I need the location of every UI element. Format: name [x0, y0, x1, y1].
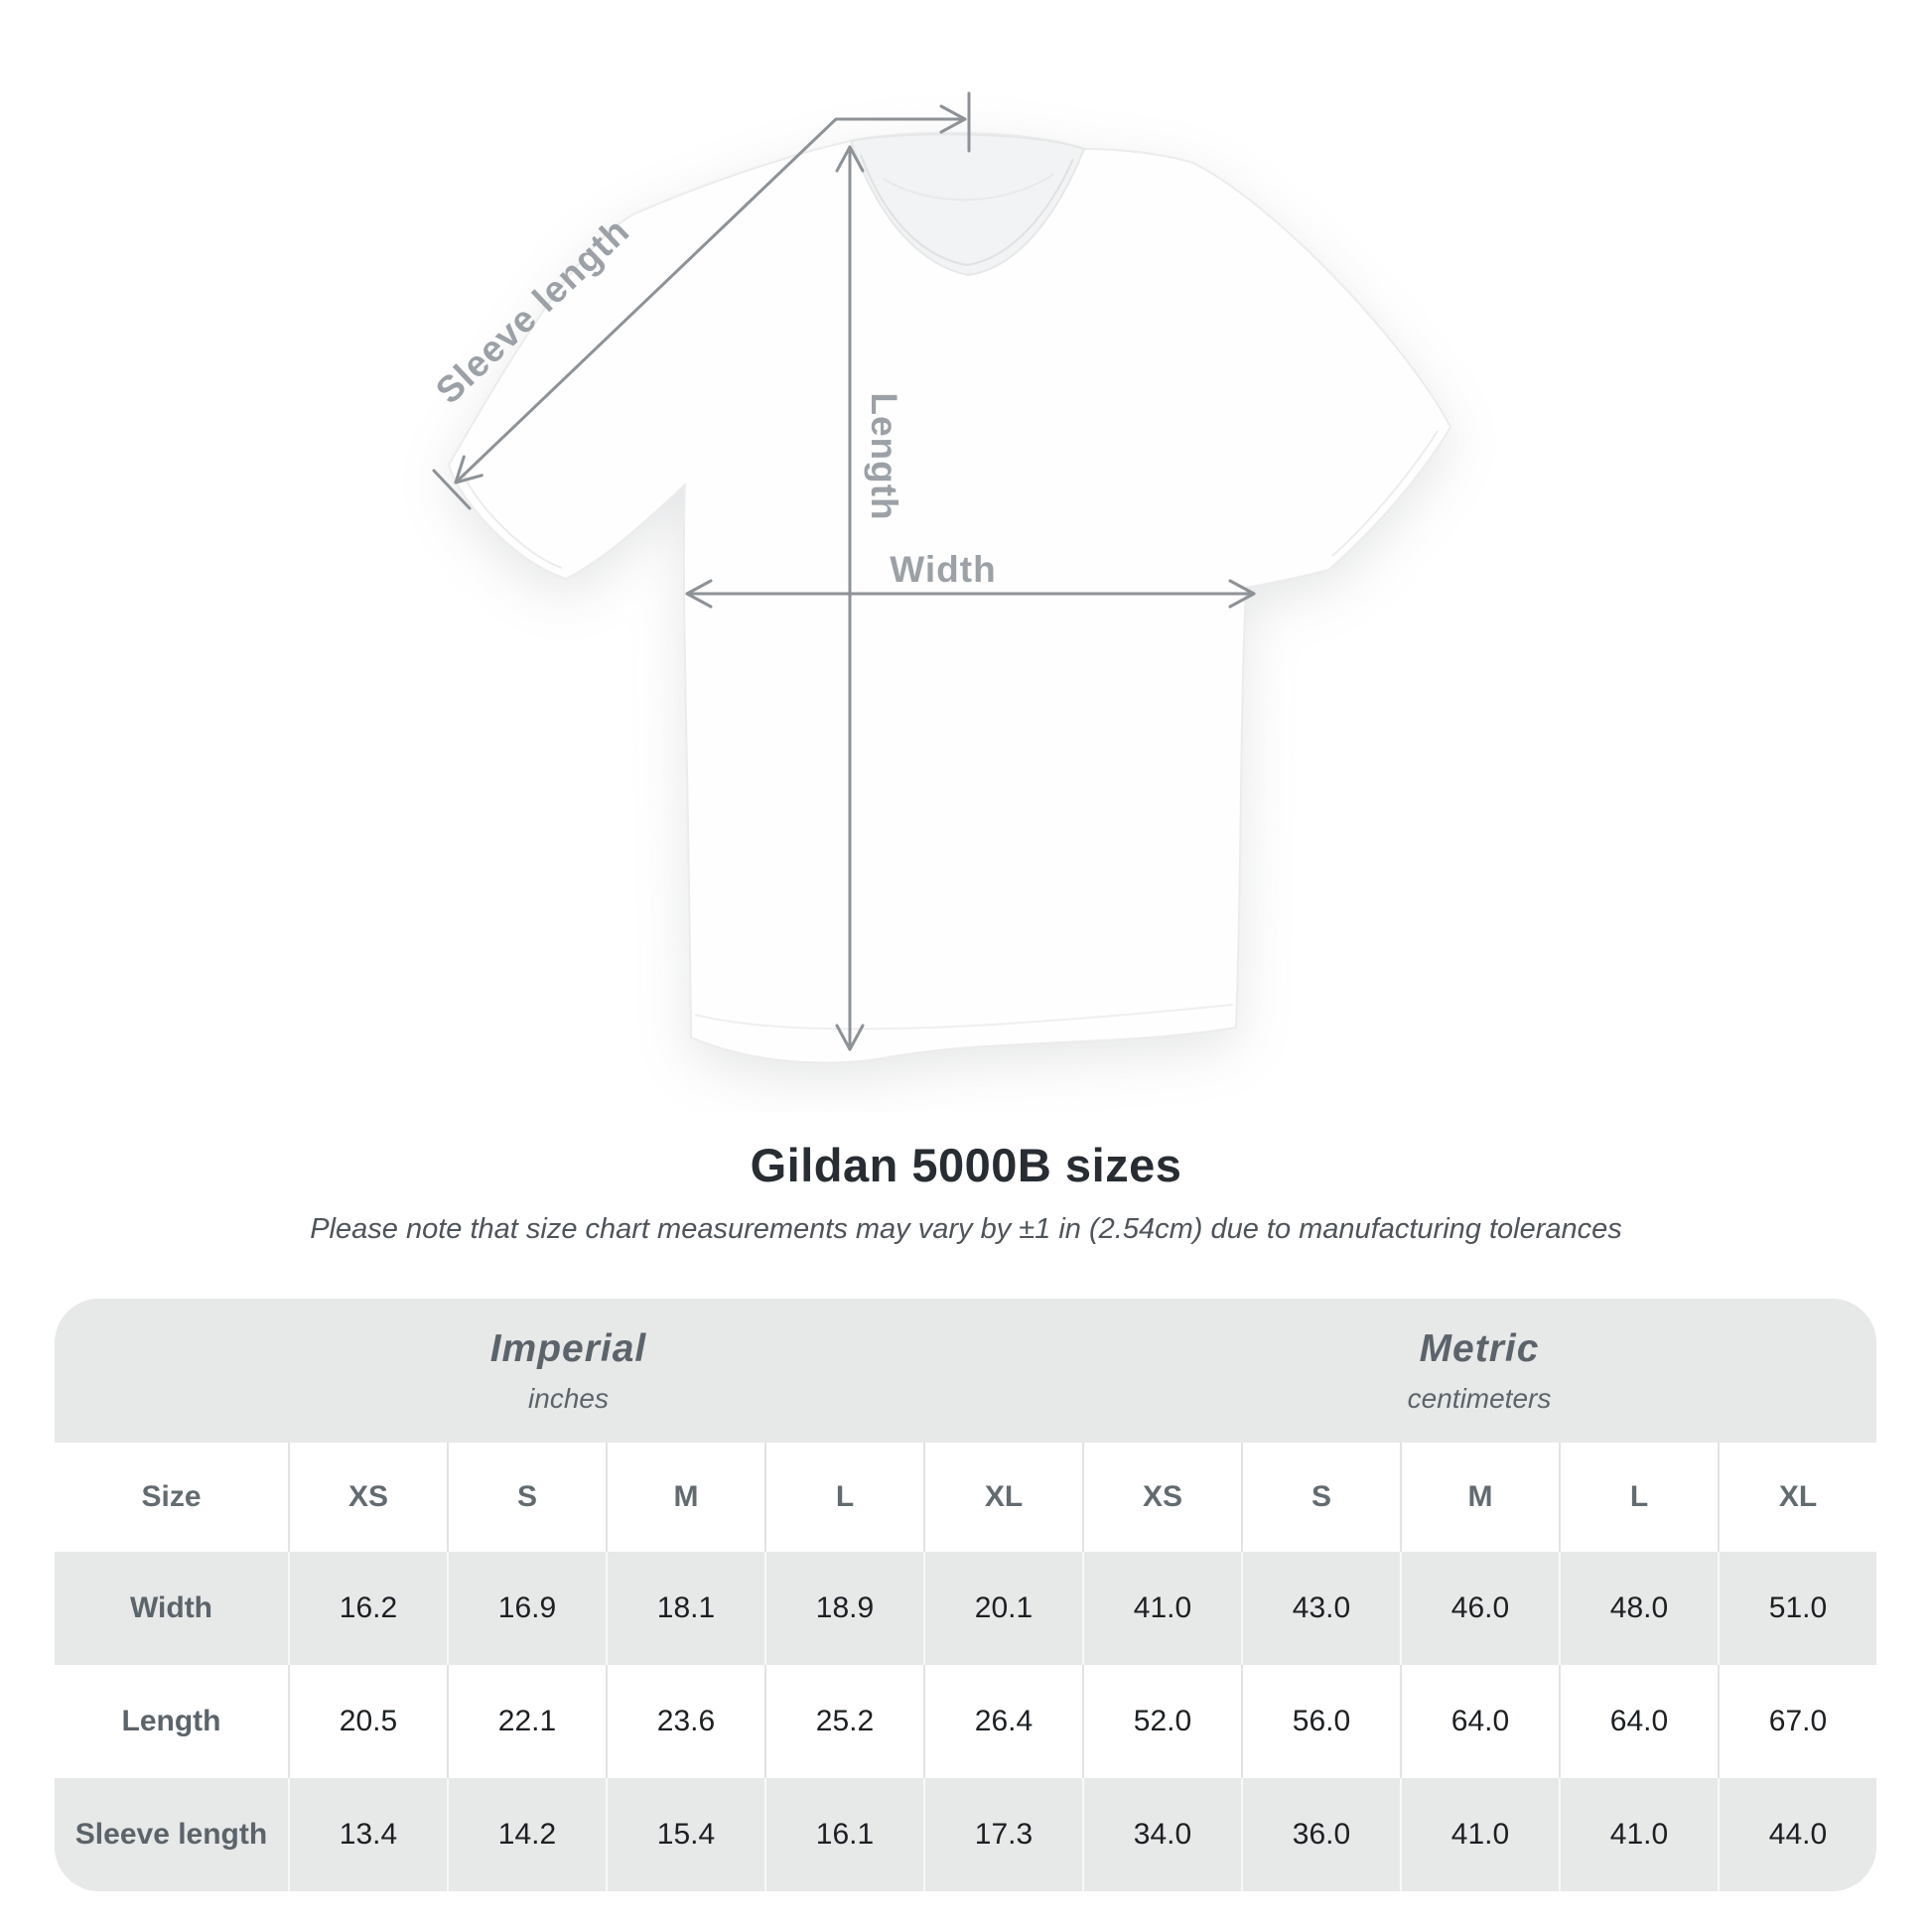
value-cell: 51.0: [1718, 1552, 1876, 1665]
value-cell: 26.4: [923, 1665, 1082, 1778]
length-label: Length: [864, 392, 904, 521]
imperial-unit-label: inches: [528, 1382, 609, 1414]
row-label-length: Length: [121, 1705, 221, 1737]
value-cell: 64.0: [1559, 1665, 1718, 1778]
value-cell: 16.9: [447, 1552, 606, 1665]
size-header-cell: S: [447, 1443, 606, 1552]
size-column-header: Size: [141, 1480, 202, 1513]
value-cell: 44.0: [1718, 1778, 1876, 1891]
value-cell: 41.0: [1400, 1778, 1559, 1891]
value-cell: 20.1: [923, 1552, 1082, 1665]
page-title: Gildan 5000B sizes: [750, 1139, 1182, 1191]
imperial-group-header: [55, 1299, 1082, 1443]
value-cell: 48.0: [1559, 1552, 1718, 1665]
value-cell: 46.0: [1400, 1552, 1559, 1665]
value-cell: 20.5: [288, 1665, 447, 1778]
size-header-cell: L: [764, 1443, 923, 1552]
metric-unit-label: centimeters: [1407, 1382, 1552, 1414]
metric-label: Metric: [1419, 1326, 1540, 1370]
size-header-cell: L: [1559, 1443, 1718, 1552]
size-header-row: [55, 1443, 1876, 1552]
value-cell: 43.0: [1241, 1552, 1400, 1665]
value-cell: 36.0: [1241, 1778, 1400, 1891]
value-cell: 67.0: [1718, 1665, 1876, 1778]
value-cell: 13.4: [288, 1778, 447, 1891]
imperial-label: Imperial: [489, 1326, 647, 1370]
value-cell: 34.0: [1082, 1778, 1241, 1891]
table-row-sleeve-length: [55, 1778, 1876, 1891]
value-cell: 41.0: [1082, 1552, 1241, 1665]
value-cell: 56.0: [1241, 1665, 1400, 1778]
table-row-width: [55, 1552, 1876, 1665]
row-label-sleeve-length: Sleeve length: [74, 1818, 268, 1851]
size-header-cell: M: [1400, 1443, 1559, 1552]
value-cell: 41.0: [1559, 1778, 1718, 1891]
value-cell: 18.9: [764, 1552, 923, 1665]
row-label-width: Width: [129, 1591, 213, 1624]
size-header-cell: M: [606, 1443, 764, 1552]
size-header-cell: XL: [1718, 1443, 1876, 1552]
value-cell: 52.0: [1082, 1665, 1241, 1778]
value-cell: 23.6: [606, 1665, 764, 1778]
tshirt-diagram: [338, 60, 1549, 1112]
size-header-cell: S: [1241, 1443, 1400, 1552]
sleeve-length-label: Sleeve length: [428, 209, 637, 412]
value-cell: 25.2: [764, 1665, 923, 1778]
size-table: [55, 1299, 1876, 1891]
value-cell: 14.2: [447, 1778, 606, 1891]
size-header-cell: XS: [1082, 1443, 1241, 1552]
value-cell: 22.1: [447, 1665, 606, 1778]
metric-group-header: [1082, 1299, 1876, 1443]
width-label: Width: [890, 549, 997, 590]
size-header-cell: XS: [288, 1443, 447, 1552]
value-cell: 64.0: [1400, 1665, 1559, 1778]
value-cell: 15.4: [606, 1778, 764, 1891]
table-row-length: [55, 1665, 1876, 1778]
value-cell: 18.1: [606, 1552, 764, 1665]
value-cell: 17.3: [923, 1778, 1082, 1891]
size-header-cell: XL: [923, 1443, 1082, 1552]
unit-group-row: [55, 1299, 1876, 1443]
value-cell: 16.2: [288, 1552, 447, 1665]
value-cell: 16.1: [764, 1778, 923, 1891]
page-subtitle: Please note that size chart measurements may vary by ±1 in (2.54cm) due to manufacturing tolerances: [310, 1213, 1622, 1245]
